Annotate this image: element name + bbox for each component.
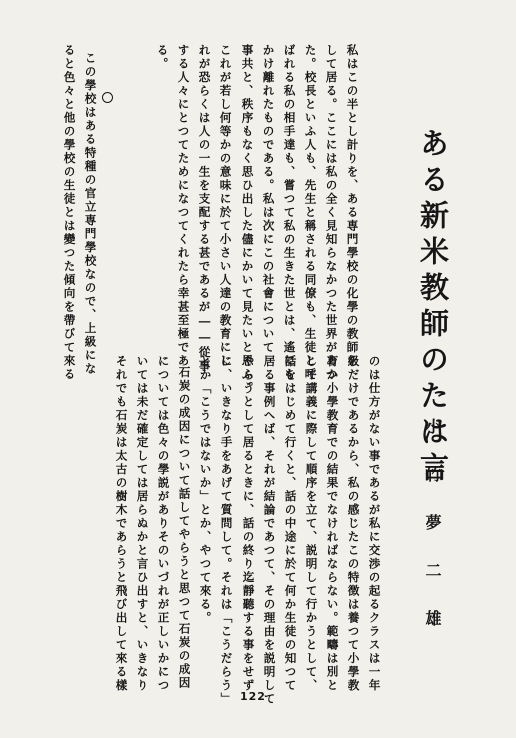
- text-column: して講義に際して順序を立て、説明して行かうとして、: [304, 355, 319, 693]
- text-column: して居る。ここには私の全く見知らなかつた世界があつ: [324, 44, 339, 382]
- text-column: る。: [155, 44, 170, 71]
- author-name: 小竹夢二雄: [423, 418, 442, 658]
- text-column: 居る事例へば、それが結論であつて、その理由を説明して: [262, 355, 277, 706]
- section-mark-icon: [102, 92, 113, 103]
- text-column: のは仕方がない事であるが私に交渉の起るクラスは一年: [367, 355, 382, 693]
- text-column: それでも石炭は太古の樹木であらうと飛び出して來る樣: [114, 355, 129, 693]
- text-column: ると色々と他の學校の生徒とは變つた傾向を帶びて來る: [62, 44, 77, 382]
- text-column: 事共と、秩序もなく思ひ出した儘にかいて見たいと思ふ。: [240, 44, 255, 395]
- text-column: とか「こうではないか」とか、やつて來る。: [198, 355, 213, 625]
- text-column: やらうとして居るときに、話の終り迄靜聽する事をせず: [241, 355, 256, 693]
- text-column: する人々にとつてためになつてくれたら幸甚至極であ: [176, 44, 191, 368]
- text-column: ばれる私の相手達も、嘗つて私の生きた世とは、遙にも: [282, 44, 297, 382]
- text-column: れが恐らくは人の一生を支配する甚であるが――從事: [197, 44, 212, 373]
- text-column: た。校長といふ人も、先生と稱される同僚も、生徒と呼: [303, 44, 318, 382]
- text-column: これが若し何等かの意味に於て小さい人達の教育にし: [218, 44, 233, 368]
- text-column: かけ離れたものである。私は次にこの社會について: [261, 44, 276, 355]
- page-number: 122: [240, 690, 266, 703]
- text-column: 級だけであるから、私の感じたこの特徴は養つて小學教: [346, 355, 361, 693]
- text-column: 私はこの半とし計りを、ある専門學校の化學の教師を: [345, 44, 360, 368]
- text-column: に、いきなり手をあげて質問して。それは「こうだらう」: [219, 355, 234, 706]
- article-title: ある新米教師のたは言: [416, 128, 450, 488]
- text-column: については色々の學説がありそのいづれが正しいかにつ: [156, 355, 171, 693]
- text-column: いては未だ確定しては居らぬかと言ひ出すと、いきなり: [135, 355, 150, 693]
- text-column: 石炭の成因について話してやらうと思つて石炭の成因: [177, 366, 192, 690]
- text-column: 育か小學教育での結果でなければならない。範疇は別と: [325, 355, 340, 693]
- text-column: この學校はある特種の官立専門學校なので、上級にな: [83, 52, 98, 376]
- text-column: 話をはじめて行くと、話の中途に於て何か生徒の知つて: [283, 355, 298, 693]
